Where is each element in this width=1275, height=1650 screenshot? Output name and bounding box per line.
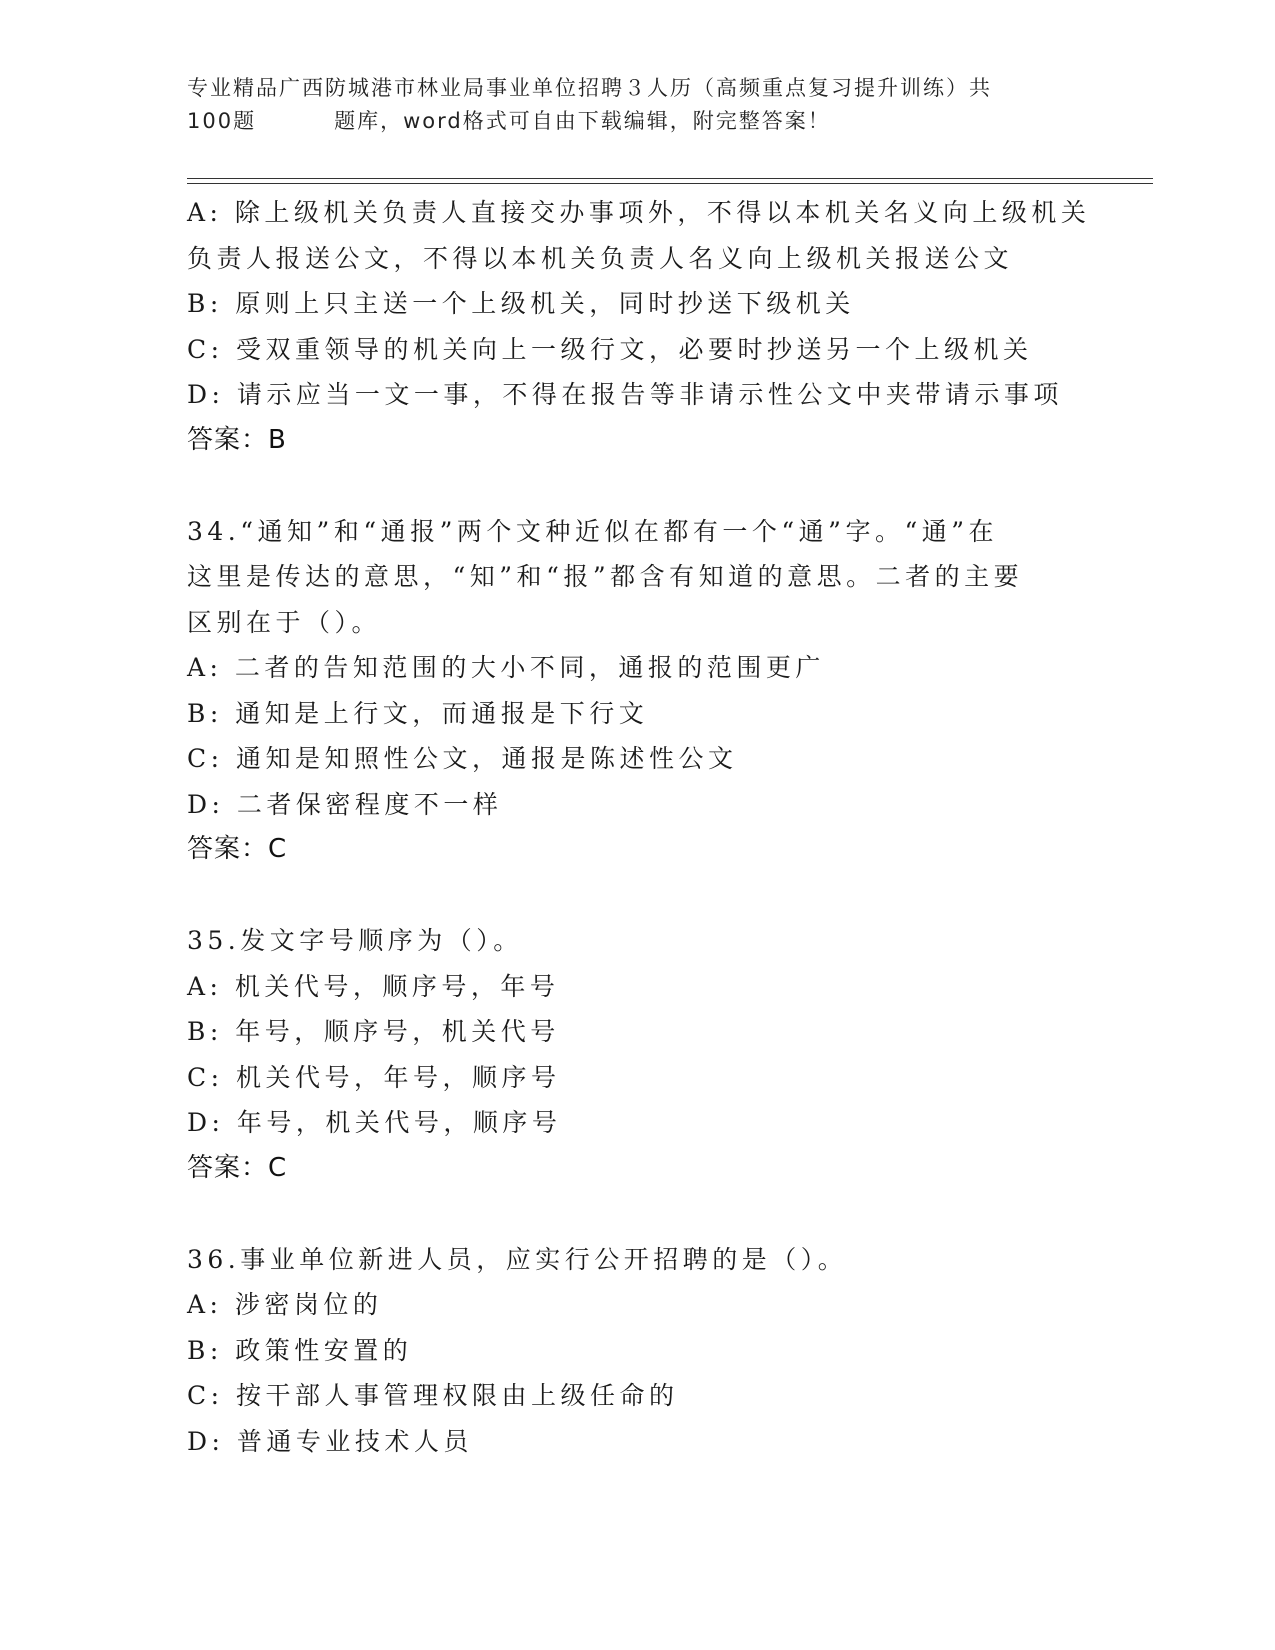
answer: 答案：B — [187, 424, 287, 455]
header-title-line-2 — [187, 105, 1087, 138]
option-a: A: 机关代号，顺序号，年号 — [187, 971, 560, 1001]
option-b: B: 通知是上行文，而通报是下行文 — [187, 698, 649, 728]
answer: 答案：C — [187, 1152, 288, 1183]
option-d: D: 二者保密程度不一样 — [187, 789, 503, 819]
option-a-line-2: 负责人报送公文，不得以本机关负责人名义向上级机关报送公文 — [187, 243, 1014, 273]
question-stem-line-1: 34.“通知”和“通报”两个文种近似在都有一个“通”字。“通”在 — [187, 516, 999, 546]
header-question-count: 100题 — [187, 109, 257, 133]
option-b: B: 年号，顺序号，机关代号 — [187, 1017, 560, 1046]
header-description: 题库，word格式可自由下载编辑，附完整答案！ — [334, 109, 831, 133]
question-block — [187, 1237, 1187, 1465]
answer: 答案：C — [187, 834, 288, 864]
option-c: C: 通知是知照性公文，通报是陈述性公文 — [187, 744, 738, 773]
option-c: C: 受双重领导的机关向上一级行文，必要时抄送另一个上级机关 — [187, 334, 1033, 364]
option-d: D: 请示应当一文一事，不得在报告等非请示性公文中夹带请示事项 — [187, 380, 1063, 409]
option-d: D: 普通专业技术人员 — [187, 1426, 473, 1456]
question-content — [187, 190, 1187, 1464]
option-b: B: 原则上只主送一个上级机关，同时抄送下级机关 — [187, 289, 855, 318]
option-a: A: 二者的告知范围的大小不同，通报的范围更广 — [187, 653, 825, 682]
option-a-line-1: A: 除上级机关负责人直接交办事项外，不得以本机关名义向上级机关 — [187, 198, 1091, 227]
option-d: D: 年号，机关代号，顺序号 — [187, 1108, 562, 1137]
question-stem-line-2: 这里是传达的意思，“知”和“报”都含有知道的意思。二者的主要 — [187, 562, 1024, 591]
question-block — [187, 190, 1187, 463]
question-block — [187, 918, 1187, 1191]
document-header — [187, 72, 1087, 138]
header-rule-top — [187, 178, 1153, 179]
question-block — [187, 509, 1187, 873]
question-stem: 35.发文字号顺序为（）。 — [187, 926, 523, 955]
option-a: A: 涉密岗位的 — [187, 1290, 383, 1319]
header-rule-bottom — [187, 183, 1153, 184]
question-stem-line-3: 区别在于（）。 — [187, 607, 382, 637]
question-stem: 36.事业单位新进人员，应实行公开招聘的是（）。 — [187, 1244, 848, 1274]
option-b: B: 政策性安置的 — [187, 1335, 413, 1365]
option-c: C: 机关代号，年号，顺序号 — [187, 1062, 561, 1092]
header-title-line-1: 专业精品广西防城港市林业局事业单位招聘３人历（高频重点复习提升训练）共 — [187, 76, 992, 100]
option-c: C: 按干部人事管理权限由上级任命的 — [187, 1381, 679, 1410]
